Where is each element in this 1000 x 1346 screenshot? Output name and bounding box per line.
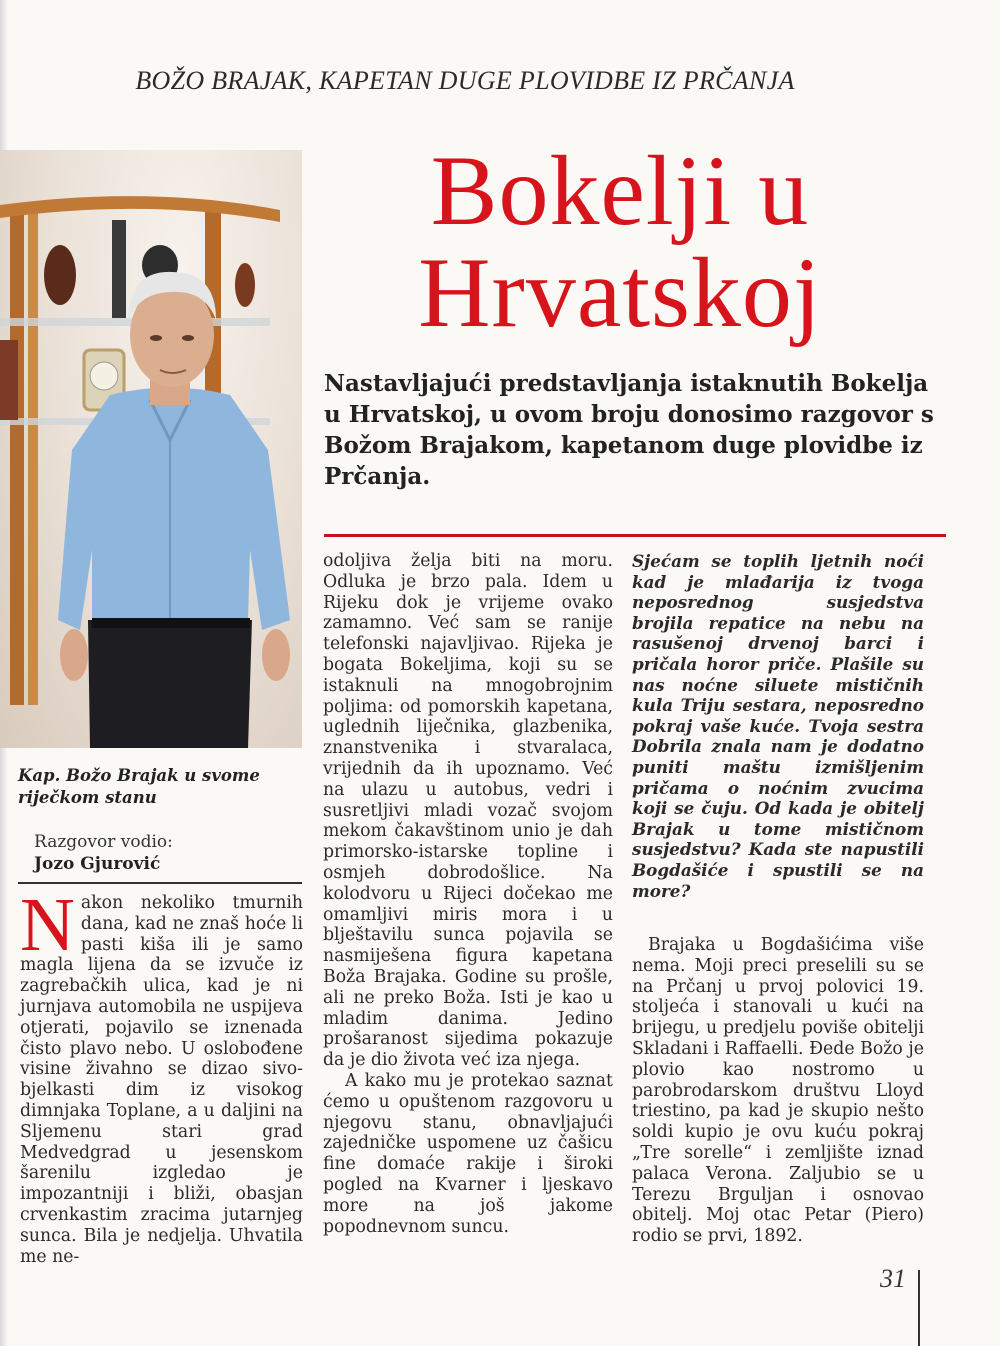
interview-question: Sjećam se toplih ljetnih noći kad je mlađarija iz tvoga neposrednog susjedstva brojila repatice na nebu na rasušenoj drvenoj barci i pričala horor priče. Plašile su nas noćne siluete mističnih kula Triju sestara, neposredno pokraj vaše kuće. Tvoja sestra Dobrila znala nam je dodatno puniti maštu izmišljenim pričama o noćnim zvucima koji se čuju. Od kada je obitelj Brajak u tome mističnom susjedstvu? Kada ste napustili Bogdašiće i spustili se na more? xyxy=(632,551,924,901)
article-kicker: BOŽO BRAJAK, KAPETAN DUGE PLOVIDBE IZ PRČANJA xyxy=(135,66,795,95)
portrait-illustration xyxy=(0,150,302,748)
headline-line-2: Hrvatskoj xyxy=(418,237,822,348)
column-1 xyxy=(20,883,303,1267)
article-lead: Nastavljajući predstavljanja istaknutih Bokelja u Hrvatskoj, u ovom broju donosimo razgovor s Božom Brajakom, kapetanom duge plovidbe iz Prčanja. xyxy=(324,370,934,490)
column-1-text xyxy=(20,883,303,1267)
lead-divider xyxy=(324,534,946,537)
article-headline xyxy=(410,135,830,348)
interviewer-label: Razgovor vodio: xyxy=(34,832,173,852)
page-number-rule xyxy=(918,1270,920,1346)
drop-cap: N xyxy=(20,883,75,967)
page-number: 31 xyxy=(880,1264,906,1293)
column-1-paragraph: akon nekoliko tmurnih dana, kad ne znaš hoće li pasti kiša ili je samo magla lijena da se izvuče iz zagrebačkih ulica, kad je ni jurnjava automobila ne uspijeva otjerati, pojavilo se iznenada čisto plavo nebo. U oslobođene visine živahno se dizao sivo-bjelkasti dim iz visokog dimnjaka Toplane, a u daljini na Sljemenu stari grad Medvedgrad u jesenskom šarenilu izgledao je impozantniji i bliži, obasjan crvenkastim zracima jutarnjeg sunca. Bila je nedjelja. Uhvatila me ne- xyxy=(20,893,303,1267)
column-2 xyxy=(323,551,613,1237)
photo-caption: Kap. Božo Brajak u svome riječkom stanu xyxy=(18,766,260,807)
column-2-paragraph-1: odoljiva želja biti na moru. Odluka je brzo pala. Idem u Rijeku dok je vrijeme ovako zamamno. Već sam se ranije telefonski najavljivao. Rijeka je bogata Bokeljima, koji su se istaknuli na mnogobrojnim poljima: od pomorskih kapetana, uglednih liječnika, glazbenika, znanstvenika i stvaralaca, vrijednih da ih upoznamo. Već na ulazu u autobus, vedri i susretljivi mladi vozač svojom mekom čakavštinom unio je dah primorsko-istarske topline i osmjeh dobrodošlice. Na kolodvoru u Rijeci dočekao me omamljivi miris mora i u blještavilu sunca pojavila se nasmiješena figura kapetana Boža Brajaka. Godine su prošle, ali ne preko Boža. Isti je kao u mladim danima. Jedino prošaranost sijedima pokazuje da je dio života već iza njega. xyxy=(323,551,613,1071)
article-photo xyxy=(0,150,302,748)
interviewer-name: Jozo Gjurović xyxy=(34,854,161,874)
interview-answer: Brajaka u Bogdašićima više nema. Moji preci preselili su se na Prčanj u prvoj polovici 19. stoljeća i stanovali u kući na brijegu, u predjelu poviše obitelji Skladani i Raffaelli. Đede Božo je plovio kao nostromo u parobrodarskom društvu Lloyd triestino, pa kad je skupio nešto soldi kupio je ovu kuću pokraj „Tre sorelle“ i zemljište iznad palaca Verona. Zaljubio se u Terezu Brguljan i osnovao obitelj. Moj otac Petar (Piero) rodio se prvi, 1892. xyxy=(632,935,924,1247)
headline-line-1: Bokelji u xyxy=(430,135,810,246)
column-2-paragraph-2: A kako mu je protekao saznat ćemo u opuštenom razgovoru u njegovu stanu, obnavljajući zajedničke uspomene uz čašicu fine domaće rakije i široki pogled na Kvarner i ljeskavo more na još jakome popodnevnom suncu. xyxy=(323,1070,613,1237)
